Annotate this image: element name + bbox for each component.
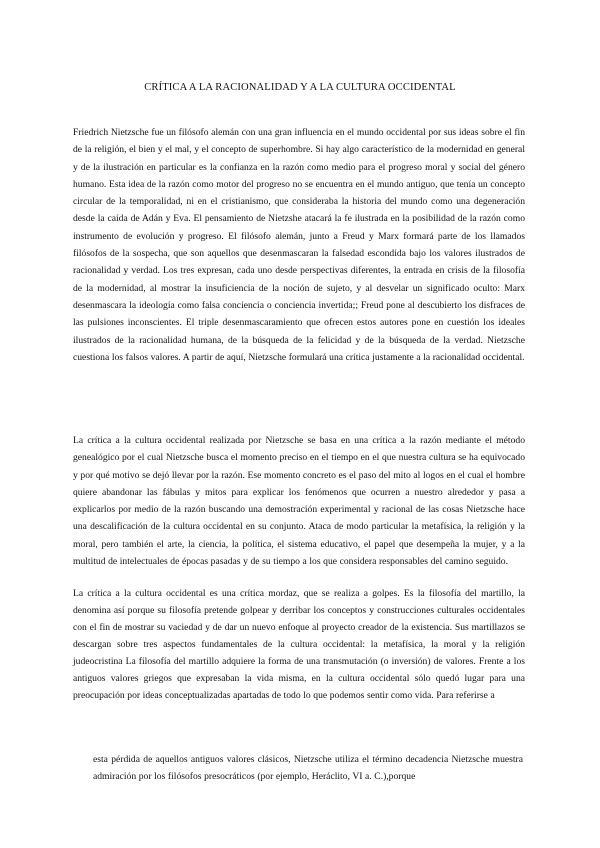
page-title: CRÍTICA A LA RACIONALIDAD Y A LA CULTURA OCCIDENTAL xyxy=(144,82,456,93)
paragraph: La crítica a la cultura occidental es una crítica mordaz, que se realiza a golpes. Es la filosofía del martillo, la denomina así porque su filosofía pretende golpear y derribar los conceptos y construcciones culturales occidentales con el fin de mostrar su vaciedad y de dar un nuevo enfoque al proyecto creador de la existencia. Sus martillazos se descargan sobre tres aspectos fundamentales de la cultura occidental: la metafísica, la moral y la religión judeocristina La filosofía del martillo adquiere la forma de una transmutación (o inversión) de valores. Frente a los antiguos valores griegos que expresaban la vida misma, en la cultura occidental sólo quedó lugar para una preocupación por ideas conceptualizadas apartadas de todo lo que podemos sentir como vida. Para referirse a xyxy=(73,588,525,701)
paragraph: La crítica a la cultura occidental realizada por Nietzsche se basa en una crítica a la razón mediante el método genealógico por el cual Nietzsche busca el momento preciso en el tiempo en el que nuestra cultura se ha equivocado y por qué motivo se dejó llevar por la razón. Ese momento concreto es el paso del mito al logos en el cual el hombre quiere abandonar las fábulas y mitos para explicar los fenómenos que ocurren a nuestro alrededor y pasa a explicarlos por medio de la razón buscando una demostración experimental y racional de las cosas Nietzsche hace una descalificación de la cultura occidental en su conjunto. Ataca de modo particular la metafísica, la religión y la moral, pero también el arte, la ciencia, la política, el sistema educativo, el papel que desempeña la mujer, y a la multitud de intelectuales de épocas pasadas y de su tiempo a los que considera responsables del camino seguido. xyxy=(73,435,525,568)
paragraph: esta pérdida de aquellos antiguos valores clásicos, Nietzsche utiliza el término decadencia Nietzsche muestra admiración por los filósofos presocráticos (por ejemplo, Heráclito, VI a. C.),porque xyxy=(93,754,523,783)
paragraph: Friedrich Nietzsche fue un filósofo alemán con una gran influencia en el mundo occidental por sus ideas sobre el fin de la religión, el bien y el mal, y el concepto de superhombre. Si hay algo característico de la modernidad en general y de la ilustración en particular es la confianza en la razón como medio para el progreso moral y social del género humano. Esta idea de la razón como motor del progreso no se encuentra en el mundo antiguo, que tenía un concepto circular de la temporalidad, ni en el cristianismo, que consideraba la historia del mundo como una degeneración desde la caída de Adán y Eva. El pensamiento de Nietzshe atacará la fe ilustrada en la posibilidad de la razón como instrumento de evolución y progreso. El filósofo alemán, junto a Freud y Marx formará parte de los llamados filósofos de la sospecha, que son aquellos que desenmascaran la falsedad escondida bajo los valores ilustrados de racionalidad y verdad. Los tres expresan, cada uno desde perspectivas diferentes, la entrada en crisis de la filosofía de la modernidad, al mostrar la insuficiencia de la noción de sujeto, y al desvelar un significado oculto: Marx desenmascara la ideología como falsa conciencia o conciencia invertida;; Freud pone al descubierto los disfraces de las pulsiones inconscientes. El triple desenmascaramiento que ofrecen estos autores pone en cuestión los ideales ilustrados de la racionalidad humana, de la búsqueda de la felicidad y de la búsqueda de la verdad. Nietzsche cuestiona los falsos valores. A partir de aquí, Nietzsche formulará una crítica justamente a la racionalidad occidental. xyxy=(73,127,525,363)
